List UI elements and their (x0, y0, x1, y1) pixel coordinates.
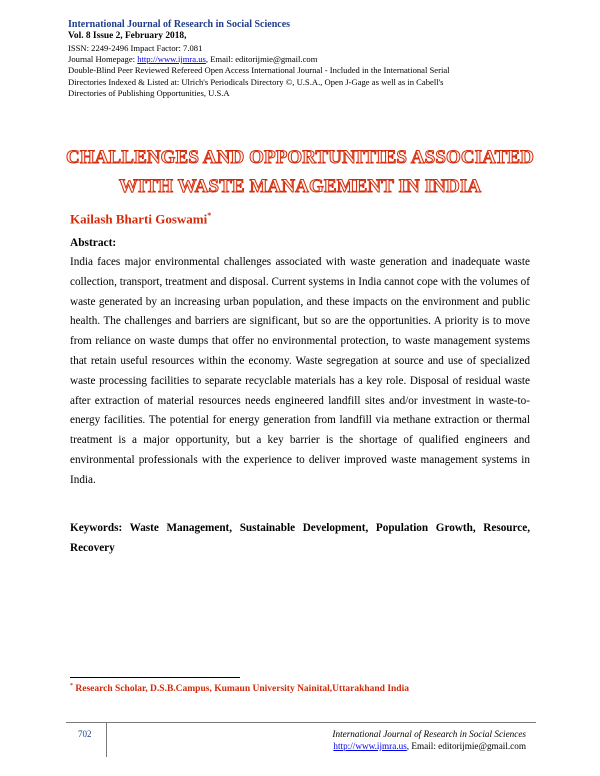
footer-journal-name: International Journal of Research in Social Sciences (332, 729, 526, 739)
homepage-label: Journal Homepage: (68, 54, 138, 64)
footnote-text: Research Scholar, D.S.B.Campus, Kumaun University Nainital,Uttarakhand India (73, 684, 409, 695)
homepage-line (68, 54, 538, 65)
journal-header (68, 19, 538, 100)
footnote-divider (70, 677, 240, 678)
issn-info: ISSN: 2249-2496 Impact Factor: 7.081 (68, 42, 203, 53)
footnote-mark: * (70, 683, 73, 689)
abstract-heading: Abstract: (70, 237, 117, 249)
paper-title (40, 143, 560, 201)
page-number: 702 (78, 729, 92, 739)
footnote (70, 683, 409, 694)
email-text: , Email: editorijmie@gmail.com (205, 54, 318, 64)
indexing-line-3: Directories of Publishing Opportunities, U.S.A (68, 88, 230, 99)
footer-vertical-divider (106, 723, 107, 757)
author-name: Kailash Bharti Goswami (70, 211, 208, 227)
homepage-link[interactable]: http://www.ijmra.us (137, 54, 206, 64)
author-footnote-mark: * (207, 211, 212, 220)
keywords: Keywords: Waste Management, Sustainable Development, Population Growth, Resource, Recovery (70, 522, 530, 554)
indexing-line-2: Directories Indexed & Listed at: Ulrich's Periodicals Directory ©, U.S.A., Open J-Gage as well as in Cabell's (68, 76, 444, 87)
footer-homepage-link[interactable]: http://www.ijmra.us (333, 740, 407, 751)
title-line-1: CHALLENGES AND OPPORTUNITIES ASSOCIATED (66, 147, 534, 168)
abstract-body: India faces major environmental challenges associated with waste generation and inadequate waste collection, transport, treatment and disposal. Current systems in India cannot cope with the volumes of waste generated by an increasing urban population, and these impacts on the environment and public health. The challenges and barriers are significant, but so are the opportunities. A priority is to move from reliance on waste dumps that offer no environmental protection, to waste management systems that retain useful resources within the economy. Waste segregation at source and use of specialized waste processing facilities to separate recyclable materials has a key role. Disposal of residual waste after extraction of material resources needs engineered landfill sites and/or investment in waste-to-energy facilities. The potential for energy generation from landfill via methane extraction or thermal treatment is a major opportunity, but a key barrier is the shortage of qualified engineers and environmental professionals with the experience to deliver improved waste management systems in India. (70, 256, 530, 486)
page-footer (332, 729, 526, 752)
footer-email: , Email: editorijmie@gmail.com (406, 740, 526, 751)
journal-name: International Journal of Research in Social Sciences (68, 19, 291, 30)
volume-info: Vol. 8 Issue 2, February 2018, (68, 31, 187, 41)
author (70, 211, 211, 227)
footer-divider (66, 722, 536, 723)
footer-contact (332, 741, 526, 753)
indexing-line-1: Double-Blind Peer Reviewed Refereed Open Access International Journal - Included in the International Serial (68, 65, 450, 76)
title-line-2: WITH WASTE MANAGEMENT IN INDIA (118, 176, 482, 197)
